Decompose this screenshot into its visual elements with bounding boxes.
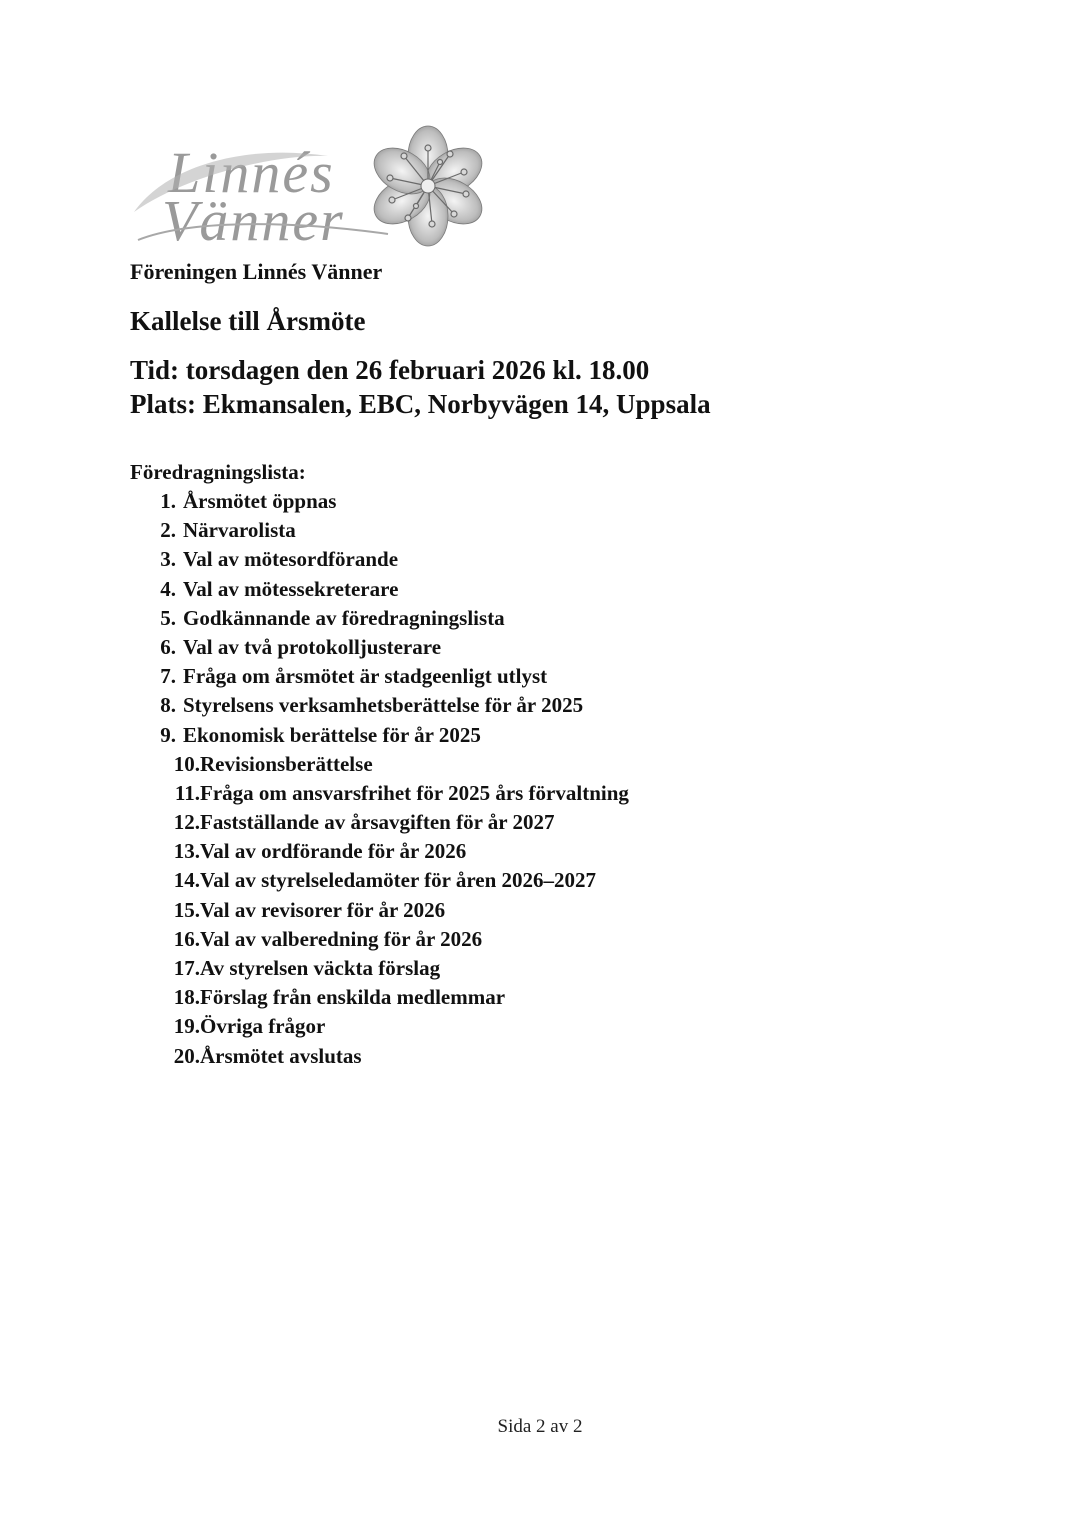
list-item-number: 9. <box>160 722 176 747</box>
list-item <box>130 662 930 691</box>
list-item-number: 11. <box>174 780 200 805</box>
list-item-text: Revisionsberättelse <box>200 751 373 776</box>
logo-text-line2: Vänner <box>162 188 345 249</box>
list-item-text: Ekonomisk berättelse för år 2025 <box>183 722 481 747</box>
list-item-number: 6. <box>160 634 176 659</box>
page-title: Kallelse till Årsmöte <box>130 306 366 336</box>
agenda-heading: Föredragningslista: <box>130 460 306 484</box>
list-item-number: 7. <box>160 664 176 689</box>
list-item-text: Val av revisorer för år 2026 <box>200 897 446 922</box>
organization-name: Föreningen Linnés Vänner <box>130 259 383 284</box>
flower-icon <box>366 126 490 246</box>
list-item <box>130 633 930 662</box>
list-item <box>130 808 930 837</box>
meeting-time: Tid: torsdagen den 26 februari 2026 kl. 18.00 <box>130 355 650 385</box>
list-item-text: Val av valberedning för år 2026 <box>200 926 483 951</box>
list-item-number: 20. <box>173 1043 200 1068</box>
list-item <box>130 691 930 720</box>
list-item-number: 18. <box>173 985 200 1010</box>
list-item <box>130 866 930 895</box>
list-item-number: 8. <box>160 693 176 718</box>
list-item <box>130 1012 930 1041</box>
list-item-number: 4. <box>160 576 176 601</box>
list-item <box>130 575 930 604</box>
list-item-text: Fråga om årsmötet är stadgeenligt utlyst <box>183 664 548 689</box>
list-item-text: Val av mötessekreterare <box>183 576 399 601</box>
list-item-number: 1. <box>160 489 176 513</box>
list-item-text: Val av styrelseledamöter för åren 2026–2027 <box>200 868 597 893</box>
logo-text-line1: Linnés <box>168 140 335 205</box>
list-item-text: Styrelsens verksamhetsberättelse för år 2025 <box>183 693 584 718</box>
meeting-info <box>130 353 711 421</box>
list-item <box>130 954 930 983</box>
list-item-number: 3. <box>160 547 176 572</box>
meeting-place: Plats: Ekmansalen, EBC, Norbyvägen 14, Uppsala <box>130 389 711 419</box>
list-item-text: Årsmötet öppnas <box>183 489 337 513</box>
list-item <box>130 983 930 1012</box>
list-item-text: Av styrelsen väckta förslag <box>200 956 441 980</box>
list-item-text: Övriga frågor <box>200 1014 326 1039</box>
list-item-number: 15. <box>173 897 200 922</box>
list-item <box>130 545 930 574</box>
list-item-text: Förslag från enskilda medlemmar <box>200 985 506 1010</box>
agenda-list <box>130 487 930 1071</box>
list-item <box>130 837 930 866</box>
list-item-text: Fastställande av årsavgiften för år 2027 <box>200 810 555 835</box>
list-item-text: Godkännande av föredragningslista <box>183 605 505 630</box>
list-item <box>130 516 930 545</box>
list-item <box>130 925 930 954</box>
list-item <box>130 779 930 808</box>
list-item-number: 13. <box>173 839 200 864</box>
list-item-number: 17. <box>173 956 200 980</box>
list-item-number: 19. <box>173 1014 200 1039</box>
list-item-number: 14. <box>173 868 200 893</box>
list-item-text: Närvarolista <box>183 518 296 543</box>
list-item-text: Val av mötesordförande <box>183 547 399 572</box>
list-item <box>130 1042 930 1071</box>
list-item <box>130 721 930 750</box>
list-item <box>130 604 930 633</box>
list-item-text: Årsmötet avslutas <box>200 1043 362 1068</box>
list-item <box>130 487 930 516</box>
logo <box>128 124 493 249</box>
list-item-text: Val av ordförande för år 2026 <box>200 839 467 864</box>
list-item-number: 2. <box>160 518 176 543</box>
page-number: Sida 2 av 2 <box>497 1416 583 1437</box>
list-item-text: Val av två protokolljusterare <box>183 634 442 659</box>
list-item-number: 16. <box>173 926 200 951</box>
list-item-number: 5. <box>160 605 176 630</box>
list-item <box>130 896 930 925</box>
list-item-number: 12. <box>173 810 200 835</box>
list-item-text: Fråga om ansvarsfrihet för 2025 års förvaltning <box>200 780 629 805</box>
list-item-number: 10. <box>173 751 200 776</box>
list-item <box>130 750 930 779</box>
